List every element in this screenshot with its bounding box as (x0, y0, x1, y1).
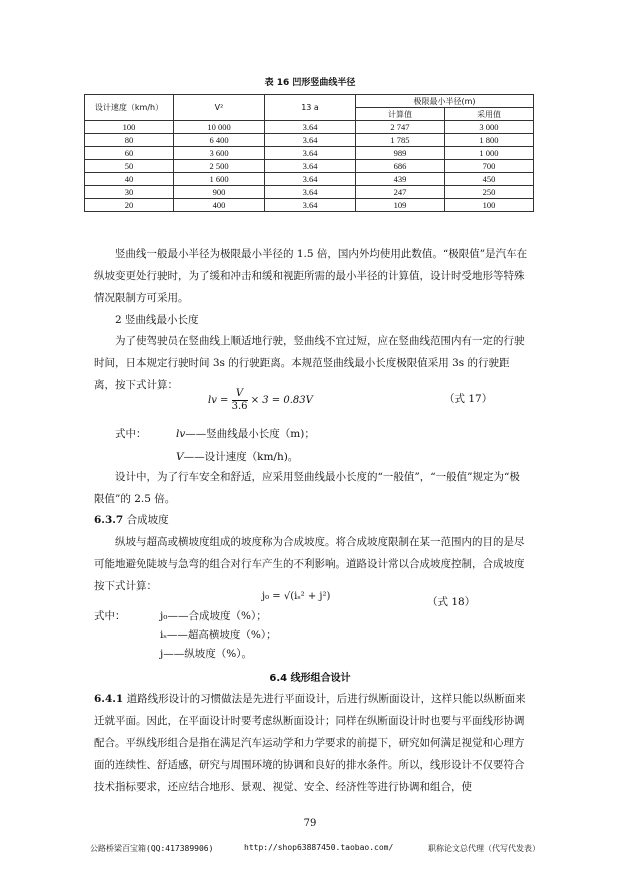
table-row (85, 199, 534, 212)
table-row (85, 186, 534, 199)
formula-17-label: （式 17） (444, 393, 493, 405)
def-v-text: ——设计速度（km/h)。 (183, 451, 299, 463)
table-row (85, 121, 534, 134)
table-cell: 80 (85, 134, 174, 147)
table-cell: 3.64 (265, 173, 356, 186)
heading-637-number: 6.3.7 (94, 514, 124, 526)
table-cell: 20 (85, 199, 174, 212)
footer-left: 公路桥梁百宝箱(QQ:417389906) (90, 844, 214, 853)
heading-min-length: 2 竖曲线最小长度 (115, 314, 199, 326)
table-row (85, 173, 534, 186)
table-cell: 1 600 (174, 173, 265, 186)
header-limit-radius: 极限最小半径(m) (356, 95, 534, 108)
table-cell: 3.64 (265, 186, 356, 199)
table-cell: 900 (174, 186, 265, 199)
table-cell: 3.64 (265, 121, 356, 134)
heading-637 (94, 509, 169, 531)
where-label-2: 式中： (94, 610, 126, 622)
def-lv-text: ——竖曲线最小长度（m)； (185, 428, 315, 440)
table-cell: 250 (444, 186, 533, 199)
def-is: iₛ——超高横坡度（%）； (160, 629, 277, 641)
header-v2: V² (174, 95, 265, 121)
header-13a: 13 a (265, 95, 356, 121)
paragraph-min-length: 为了使驾驶员在竖曲线上顺适地行驶，竖曲线不宜过短，应在竖曲线范围内有一定的行驶时间，日本规定行驶时间 3s 的行驶距离。本规范竖曲线最小长度极限值采用 3s 的行驶距离，按下式计算： (94, 335, 525, 391)
where-label-1: 式中： (115, 428, 147, 440)
table-cell: 247 (356, 186, 445, 199)
formula-18-label: （式 18） (427, 596, 476, 608)
header-calc: 计算值 (356, 108, 445, 121)
table-cell: 1 785 (356, 134, 445, 147)
header-speed: 设计速度（km/h） (85, 95, 174, 121)
table-cell: 100 (85, 121, 174, 134)
def-lv-symbol: lv (176, 428, 186, 440)
table-cell: 30 (85, 186, 174, 199)
heading-637-title: 合成坡度 (126, 514, 169, 526)
table-cell: 686 (356, 160, 445, 173)
table-cell: 989 (356, 147, 445, 160)
footer-right: 职称论文总代理（代写代发表） (428, 844, 540, 853)
table-row (85, 160, 534, 173)
table-cell: 3.64 (265, 160, 356, 173)
page-number: 79 (303, 818, 317, 829)
table-cell: 450 (444, 173, 533, 186)
table-cell: 3.64 (265, 147, 356, 160)
table-cell: 1 000 (444, 147, 533, 160)
paragraph-641-number: 6.4.1 (94, 693, 124, 705)
table-caption: 表 16 凹形竖曲线半径 (264, 78, 356, 88)
table-cell: 1 800 (444, 134, 533, 147)
formula-17-fraction (232, 388, 248, 413)
table-cell: 400 (174, 199, 265, 212)
header-adopt: 采用值 (444, 108, 533, 121)
table-cell: 3 000 (444, 121, 533, 134)
formula-17-rhs: × 3 = 0.83V (250, 395, 313, 406)
formula-17 (208, 388, 313, 413)
table-cell: 3 600 (174, 147, 265, 160)
formula-17-lhs: lv = (208, 395, 229, 406)
section-6-4-heading: 6.4 线形组合设计 (269, 673, 351, 684)
paragraph-combined-grade: 纵坡与超高或横坡度组成的坡度称为合成坡度。将合成坡度限制在某一范围内的目的是尽可能地避免陡坡与急弯的组合对行车产生的不利影响。道路设计常以合成坡度控制，合成坡度按下式计算： (94, 536, 525, 592)
formula-17-denominator: 3.6 (231, 401, 248, 412)
formula-17-numerator: V (232, 388, 248, 401)
table-cell: 109 (356, 199, 445, 212)
def-j: j——纵坡度（%）。 (160, 648, 252, 660)
table-cell: 700 (444, 160, 533, 173)
table-cell: 439 (356, 173, 445, 186)
table-row (85, 134, 534, 147)
paragraph-general-radius: 竖曲线一般最小半径为极限最小半径的 1.5 倍，国内外均使用此数值。“极限值”是汽车在纵坡变更处行驶时，为了缓和冲击和缓和视距所需的最小半径的计算值，设计时受地形等特殊情况限制方可采用。 (94, 248, 528, 304)
table-cell: 10 000 (174, 121, 265, 134)
footer-middle: http://shop63887450.taobao.com/ (244, 843, 394, 852)
table-cell: 50 (85, 160, 174, 173)
radius-table (84, 94, 534, 212)
table-cell: 60 (85, 147, 174, 160)
table-cell: 3.64 (265, 134, 356, 147)
table-cell: 100 (444, 199, 533, 212)
paragraph-641 (94, 688, 530, 798)
def-lv (176, 423, 315, 445)
formula-18: j₀ = √(iₛ² + j²) (262, 591, 331, 602)
def-v (176, 446, 298, 468)
table-cell: 2 747 (356, 121, 445, 134)
paragraph-general-value: 设计中，为了行车安全和舒适，应采用竖曲线最小长度的“一般值”，“一般值”规定为“极限值”的 2.5 倍。 (94, 471, 520, 505)
def-j0: j₀——合成坡度（%）； (160, 610, 267, 622)
table-cell: 2 500 (174, 160, 265, 173)
def-v-symbol: V (176, 451, 184, 463)
paragraph-641-text: 道路线形设计的习惯做法是先进行平面设计，后进行纵断面设计，这样只能以纵断面来迁就平面。因此，在平面设计时要考虑纵断面设计；同样在纵断面设计时也要与平面线形协调配合。平纵线形组合是指在满足汽车运动学和力学要求的前提下，研究如何满足视觉和心理方面的连续性、舒适感，研究与周围环境的协调和良好的排水条件。所以，线形设计不仅要符合技术指标要求，还应结合地形、景观、视觉、安全、经济性等进行协调和组合，使 (94, 693, 526, 793)
table-cell: 3.64 (265, 199, 356, 212)
table-cell: 40 (85, 173, 174, 186)
table-row (85, 147, 534, 160)
table-cell: 6 400 (174, 134, 265, 147)
